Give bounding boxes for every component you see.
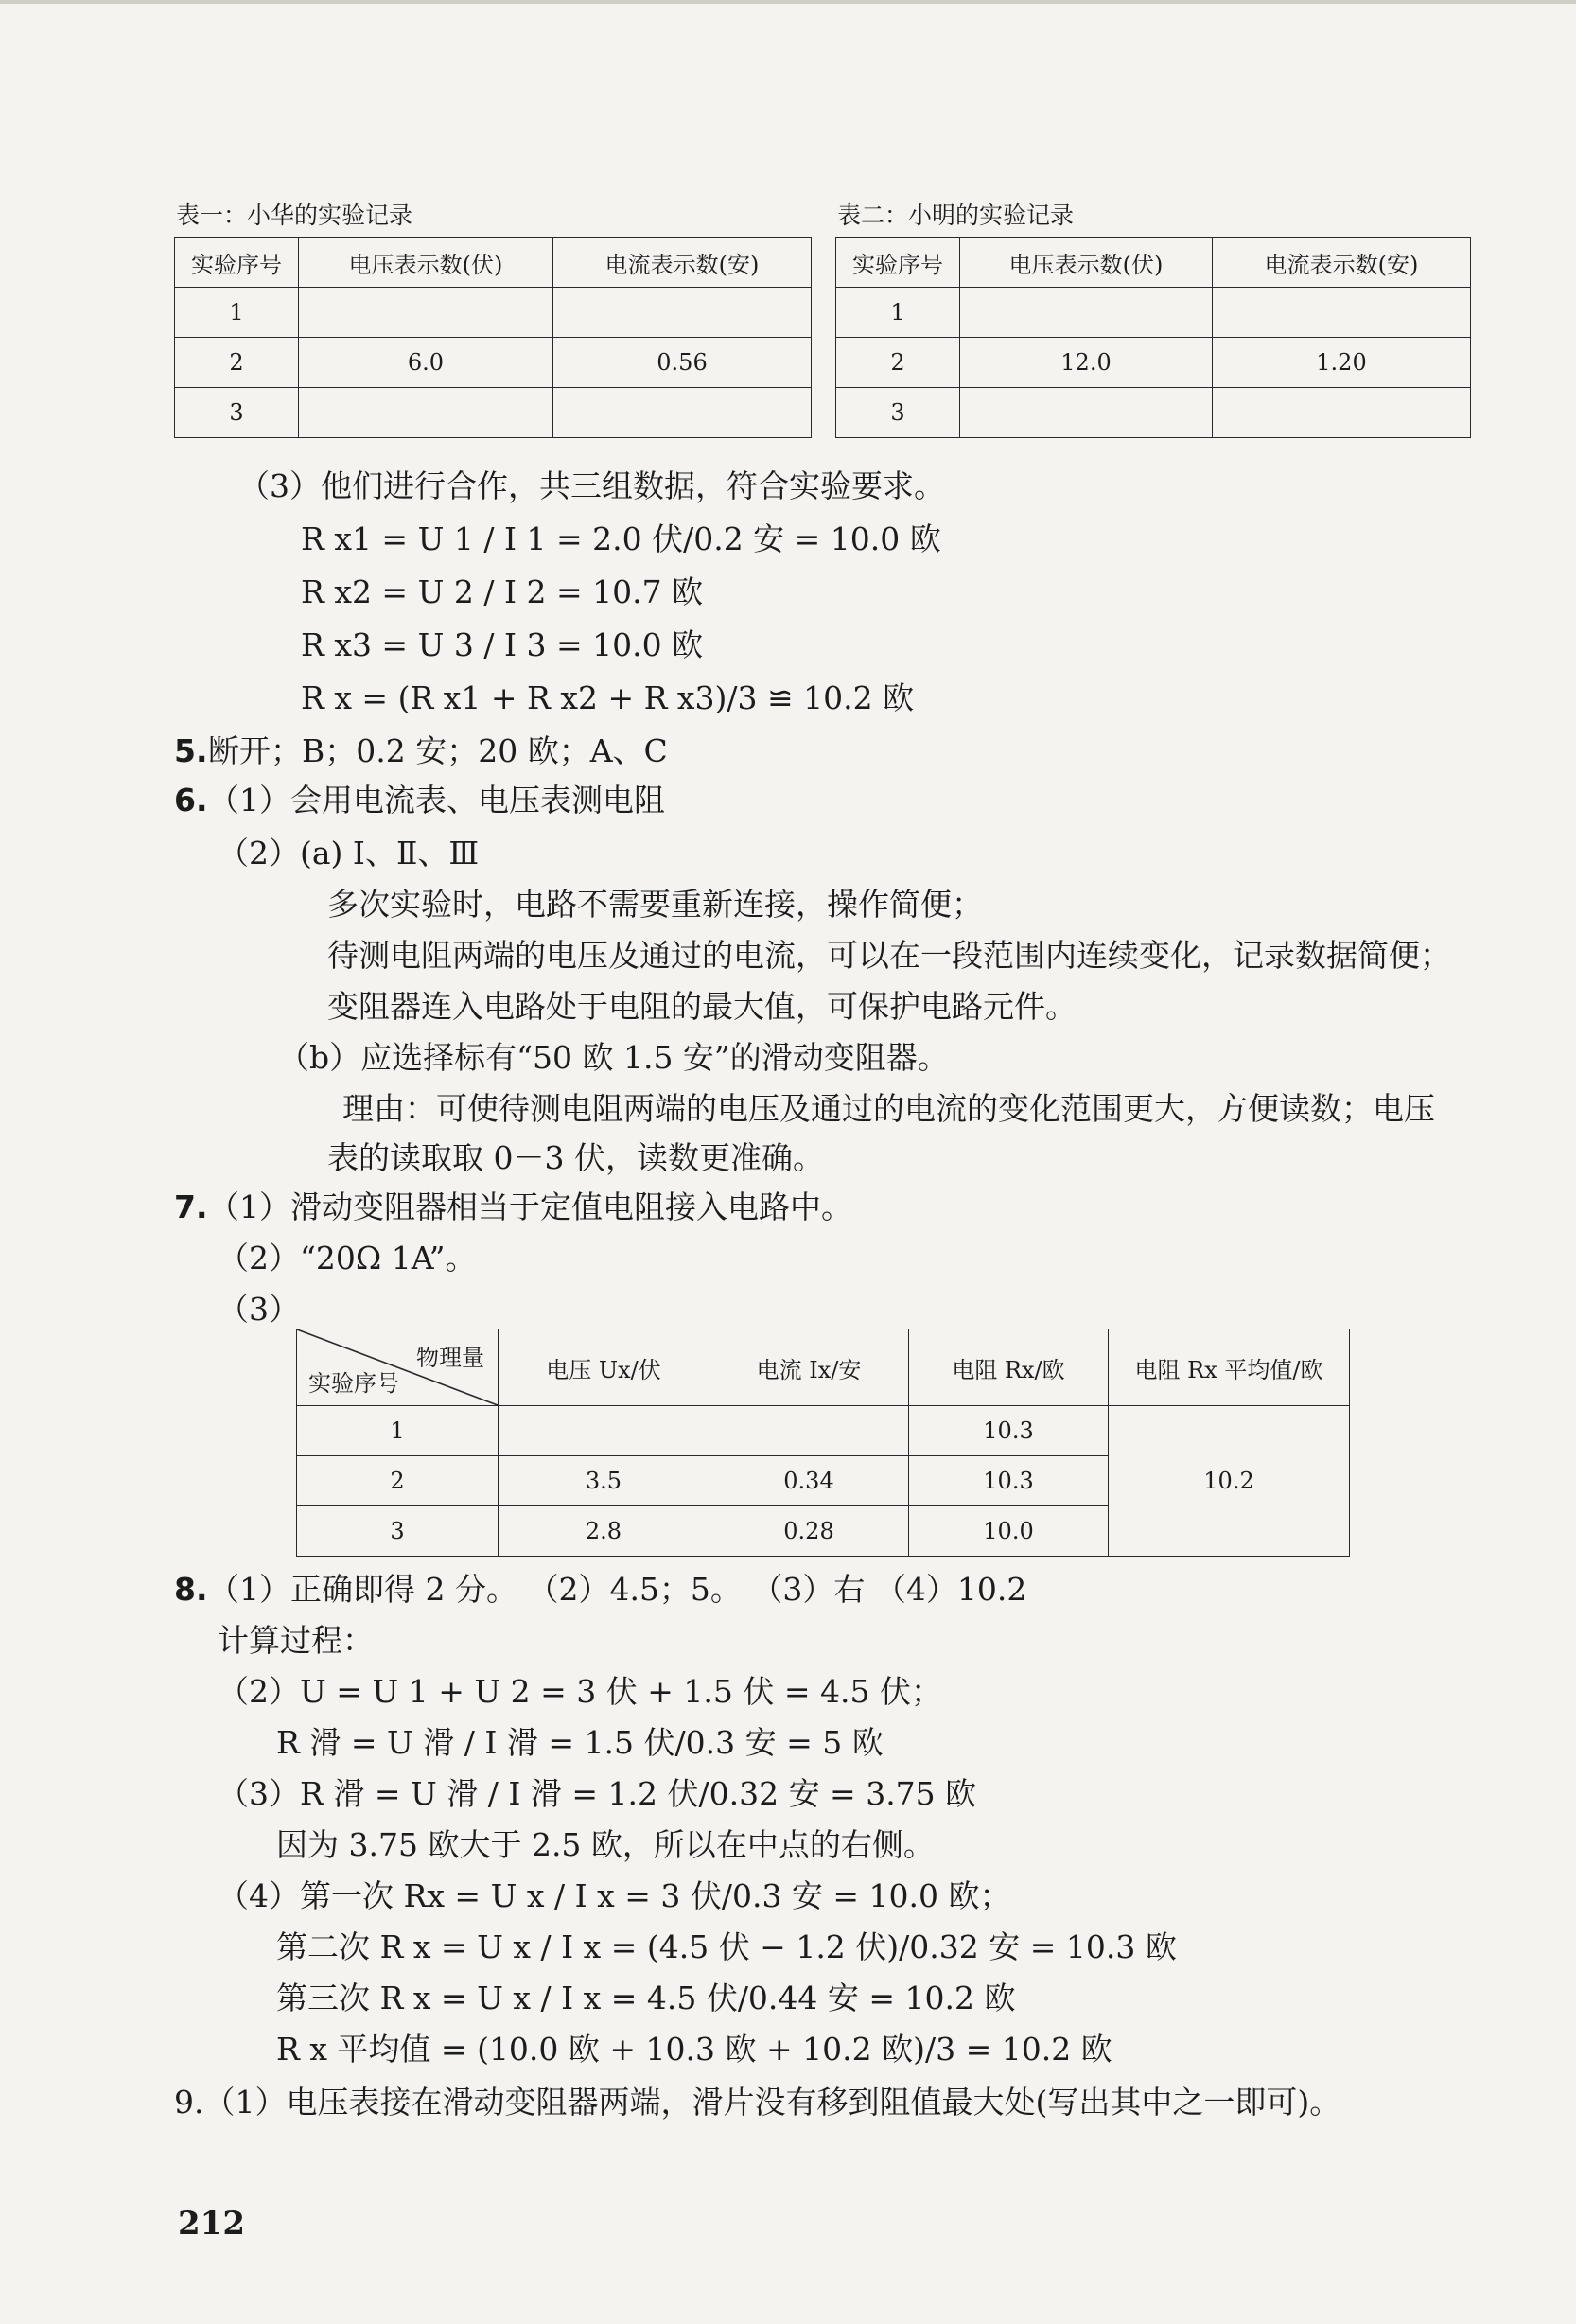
table3-cell: 1 xyxy=(297,1406,499,1456)
table2-header: 电流表示数(安) xyxy=(1213,238,1471,288)
table2-cell: 1.20 xyxy=(1213,338,1471,388)
table2-header: 实验序号 xyxy=(836,238,960,288)
question-number: 7. xyxy=(174,1188,208,1225)
table2-header: 电压表示数(伏) xyxy=(960,238,1213,288)
table2-cell xyxy=(960,288,1213,338)
formula-line: 第二次 R x = U x / I x = (4.5 伏 − 1.2 伏)/0.32 安 = 10.3 欧 xyxy=(276,1928,1177,1965)
table1-cell: 1 xyxy=(175,288,299,338)
formula-line: R x 平均值 = (10.0 欧 + 10.3 欧 + 10.2 欧)/3 = 10.2 欧 xyxy=(276,2031,1112,2068)
formula-line: R 滑 = U 滑 / I 滑 = 1.5 伏/0.3 安 = 5 欧 xyxy=(276,1724,884,1761)
table3-cell: 0.34 xyxy=(709,1456,909,1506)
answer-line: 9.（1）电压表接在滑动变阻器两端，滑片没有移到阻值最大处(写出其中之一即可)。 xyxy=(174,2084,1341,2121)
formula-line: 第三次 R x = U x / I x = 4.5 伏/0.44 安 = 10.2 欧 xyxy=(276,1980,1016,2016)
table3-header: 电压 Ux/伏 xyxy=(499,1329,709,1406)
table1-cell xyxy=(553,288,812,338)
table2-caption: 表二：小明的实验记录 xyxy=(837,202,1075,229)
table3-average-cell: 10.2 xyxy=(1109,1406,1350,1557)
table3-cell: 3 xyxy=(297,1506,499,1557)
table3-cell: 10.0 xyxy=(909,1506,1109,1557)
answer-line: （1）正确即得 2 分。 （2）4.5；5。 （3）右 （4）10.2 xyxy=(208,1571,1027,1608)
corner-top-label: 物理量 xyxy=(416,1345,484,1371)
table3-cell xyxy=(709,1406,909,1456)
formula-line: R x3 = U 3 / I 3 = 10.0 欧 xyxy=(301,626,704,663)
question-number: 8. xyxy=(174,1571,208,1608)
table1-cell xyxy=(299,288,553,338)
formula-line: R x1 = U 1 / I 1 = 2.0 伏/0.2 安 = 10.0 欧 xyxy=(301,520,941,557)
table2-cell xyxy=(960,388,1213,438)
formula-line: R x2 = U 2 / I 2 = 10.7 欧 xyxy=(301,573,704,610)
question-number: 6. xyxy=(174,782,208,819)
page-edge xyxy=(0,0,1576,4)
answer-line: （2）“20Ω 1A”。 xyxy=(218,1240,477,1276)
table3-cell: 2 xyxy=(297,1456,499,1506)
question-number: 5. xyxy=(174,732,208,769)
table1-cell: 3 xyxy=(175,388,299,438)
answer-line: 断开；B；0.2 安；20 欧；A、C xyxy=(208,732,668,769)
table3-cell xyxy=(499,1406,709,1456)
table3-header: 电阻 Rx 平均值/欧 xyxy=(1109,1329,1350,1406)
table2-cell xyxy=(1213,388,1471,438)
table2-cell: 12.0 xyxy=(960,338,1213,388)
table1-caption: 表一：小华的实验记录 xyxy=(176,202,413,229)
answer-line: （2）(a) Ⅰ、Ⅱ、Ⅲ xyxy=(218,835,480,872)
table3-cell: 0.28 xyxy=(709,1506,909,1557)
formula-line: R x = (R x1 + R x2 + R x3)/3 ≌ 10.2 欧 xyxy=(301,679,915,716)
table2-cell: 2 xyxy=(836,338,960,388)
answer-line: 理由：可使待测电阻两端的电压及通过的电流的变化范围更大，方便读数；电压 xyxy=(342,1090,1435,1127)
table2-cell: 1 xyxy=(836,288,960,338)
table3-header: 电流 Ix/安 xyxy=(709,1329,909,1406)
answer-line: 表的读取取 0－3 伏，读数更准确。 xyxy=(327,1139,824,1176)
formula-line: （3）R 滑 = U 滑 / I 滑 = 1.2 伏/0.32 安 = 3.75 欧 xyxy=(218,1775,977,1812)
table1-cell: 6.0 xyxy=(299,338,553,388)
table1-header: 电流表示数(安) xyxy=(553,238,812,288)
table2 xyxy=(835,237,1471,438)
answer-line: 待测电阻两端的电压及通过的电流，可以在一段范围内连续变化，记录数据简便； xyxy=(327,937,1451,974)
answer-line: （3）他们进行合作，共三组数据，符合实验要求。 xyxy=(238,467,945,504)
table3-cell: 10.3 xyxy=(909,1406,1109,1456)
page-number: 212 xyxy=(178,2205,245,2243)
answer-line: 计算过程： xyxy=(218,1622,374,1659)
answer-line: 多次实验时，电路不需要重新连接，操作简便； xyxy=(327,886,983,923)
answer-line: 因为 3.75 欧大于 2.5 欧，所以在中点的右侧。 xyxy=(276,1826,935,1863)
answer-line: （3） xyxy=(218,1291,300,1328)
table2-cell: 3 xyxy=(836,388,960,438)
table2-cell xyxy=(1213,288,1471,338)
table3-header: 电阻 Rx/欧 xyxy=(909,1329,1109,1406)
answer-line: 变阻器连入电路处于电阻的最大值，可保护电路元件。 xyxy=(327,988,1077,1025)
table1 xyxy=(174,237,812,438)
answer-line: （b）应选择标有“50 欧 1.5 安”的滑动变阻器。 xyxy=(278,1039,949,1076)
table1-header: 电压表示数(伏) xyxy=(299,238,553,288)
table1-cell: 0.56 xyxy=(553,338,812,388)
table3-corner-cell xyxy=(297,1329,499,1406)
table3 xyxy=(296,1329,1350,1557)
table3-cell: 10.3 xyxy=(909,1456,1109,1506)
table3-cell: 2.8 xyxy=(499,1506,709,1557)
answer-line: （1）会用电流表、电压表测电阻 xyxy=(208,782,665,819)
table1-cell xyxy=(299,388,553,438)
formula-line: （2）U = U 1 + U 2 = 3 伏 + 1.5 伏 = 4.5 伏； xyxy=(218,1673,942,1710)
table1-cell xyxy=(553,388,812,438)
formula-line: （4）第一次 Rx = U x / I x = 3 伏/0.3 安 = 10.0 欧； xyxy=(218,1877,1011,1914)
table1-cell: 2 xyxy=(175,338,299,388)
table1-header: 实验序号 xyxy=(175,238,299,288)
corner-bottom-label: 实验序号 xyxy=(308,1370,399,1397)
answer-line: （1）滑动变阻器相当于定值电阻接入电路中。 xyxy=(208,1188,852,1225)
table3-cell: 3.5 xyxy=(499,1456,709,1506)
